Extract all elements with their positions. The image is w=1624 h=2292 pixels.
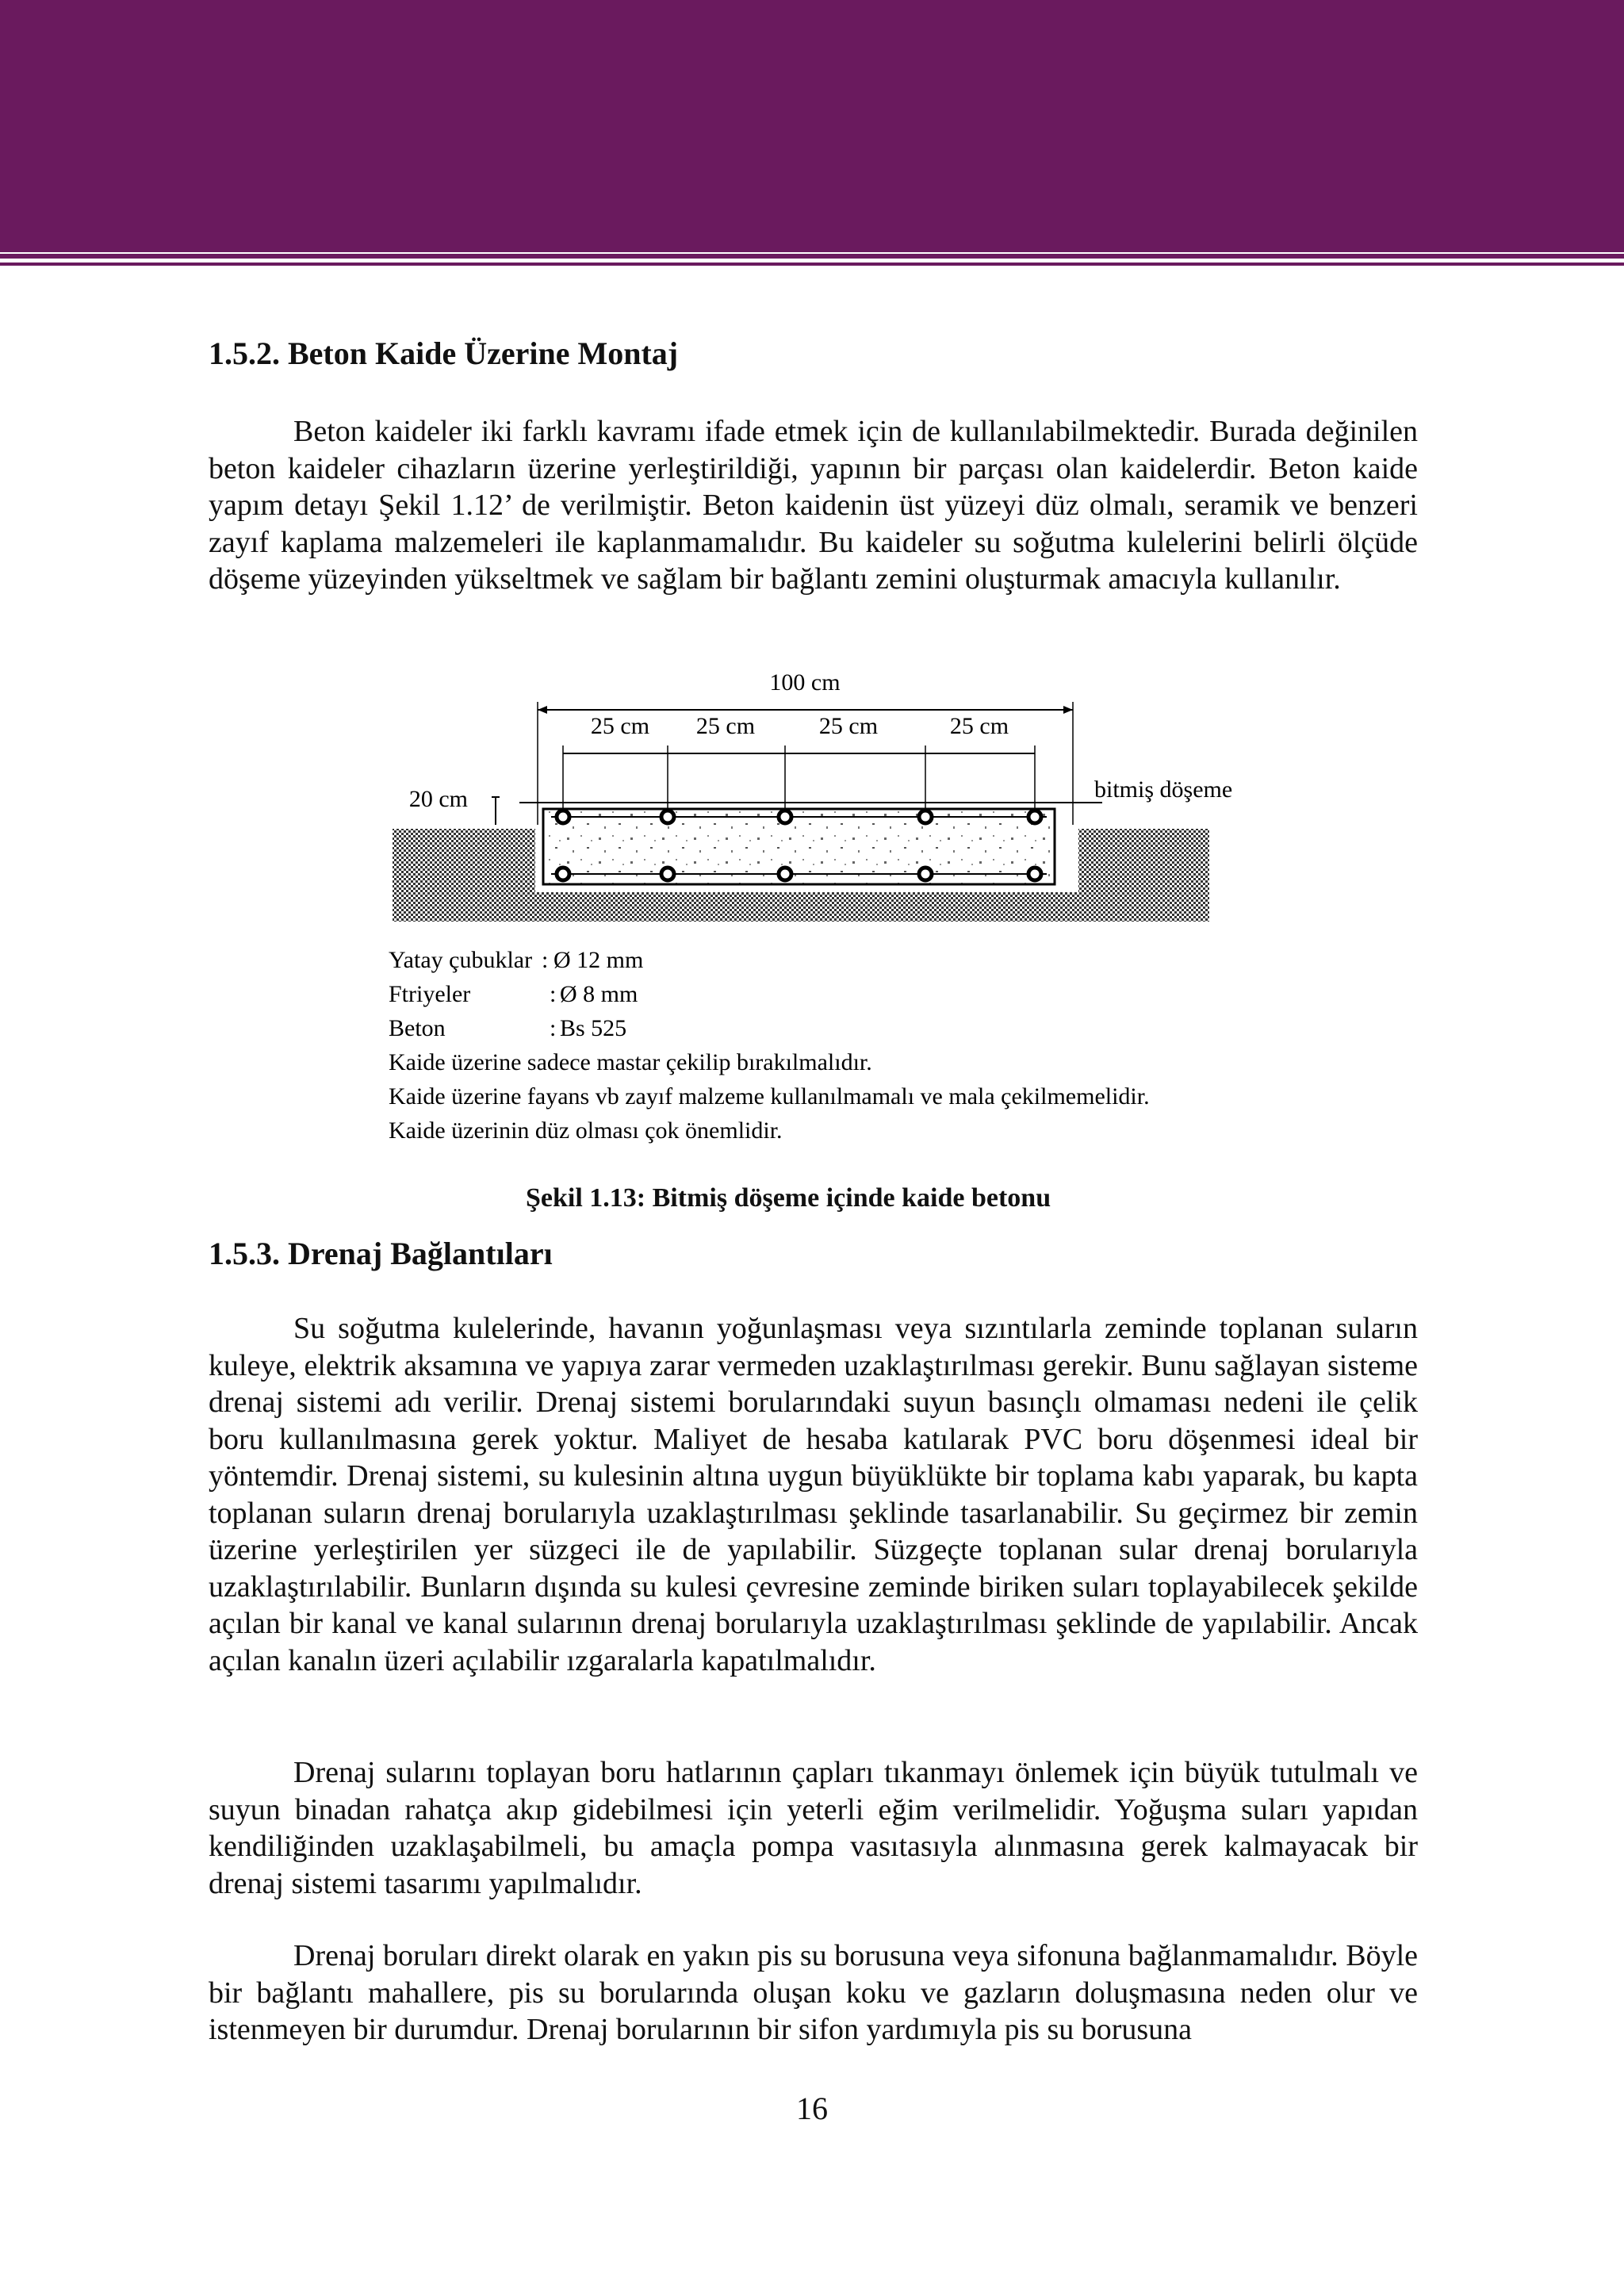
figure-note: Kaide üzerine sadece mastar çekilip bırakılmalıdır.	[389, 1049, 872, 1075]
rebar-top-1	[557, 811, 569, 823]
figure-note: Kaide üzerine fayans vb zayıf malzeme kullanılmamalı ve mala çekilmemelidir.	[389, 1083, 1150, 1110]
spec-sep: :	[550, 981, 557, 1007]
dim-segment-label: 25 cm	[695, 713, 756, 739]
rebar-bottom-5	[1028, 868, 1041, 880]
header-banner	[0, 0, 1624, 252]
dim-segment-label: 25 cm	[818, 713, 879, 739]
rebar-bottom-3	[779, 868, 791, 880]
spec-value: Ø 12 mm	[553, 947, 644, 973]
spec-label: Beton	[389, 1015, 446, 1041]
spec-value: Bs 525	[560, 1015, 627, 1041]
figure-caption: Şekil 1.13: Bitmiş döşeme içinde kaide betonu	[526, 1183, 1051, 1213]
section-2-paragraph-2: Drenaj sularını toplayan boru hatlarının çapları tıkanmayı önlemek için büyük tutulmalı ve suyun binadan rahatça akıp gidebilmesi için yeterli eğim verilmelidir. Yoğuşma suları yapıdan kendiliğinden uzaklaşabilmeli, bu amaçla pompa vasıtasıyla alınmasına gerek kalmayacak bir drenaj sistemi tasarımı yapılmalıdır.	[209, 1756, 1418, 1900]
header-rule-thin	[0, 263, 1624, 266]
rebar-top-3	[779, 811, 791, 823]
rebar-top-4	[919, 811, 932, 823]
rebar-bottom-2	[661, 868, 674, 880]
spec-value: Ø 8 mm	[560, 981, 638, 1007]
finished-floor-label: bitmiş döşeme	[1094, 776, 1233, 803]
section-2-paragraph-3: Drenaj boruları direkt olarak en yakın pis su borusuna veya sifonuna bağlanmamalıdır. Böyle bir bağlantı mahallere, pis su borularında oluşan koku ve gazların doluşmasına neden olur ve istenmeyen bir durumdur. Drenaj borularının bir sifon yardımıyla pis su borusuna	[209, 1939, 1418, 2046]
rebar-bottom-1	[557, 868, 569, 880]
section-2-paragraph-1: Su soğutma kulelerinde, havanın yoğunlaşması veya sızıntılarla zeminde toplanan suların kuleye, elektrik aksamına ve yapıya zarar vermeden uzaklaştırılması gerekir. Bunu sağlayan sisteme drenaj sistemi adı verilir. Drenaj sistemi borularındaki suyun basınçlı olmaması nedeni ile çelik boru kullanılmasına gerek yoktur. Maliyet de hesaba katılarak PVC boru döşenmesi ideal bir yöntemdir. Drenaj sistemi, su kulesinin altına uygun büyüklükte bir toplama kabı yaparak, bu kapta toplanan suların drenaj borularıyla uzaklaştırılması şeklinde tasarlanabilir. Su geçirmez bir zemin üzerine yerleştirilen yer süzgeci ile de yapılabilir. Süzgeçte toplanan sular drenaj borularıyla uzaklaştırılabilir. Bunların dışında su kulesi çevresine zeminde biriken suları toplayabilecek şekilde açılan bir kanal ve kanal sularının drenaj borularıyla uzaklaştırılması şeklinde de yapılabilir. Ancak açılan kanalın üzeri açılabilir ızgaralarla kapatılmalıdır.	[209, 1312, 1418, 1677]
spec-label: Yatay çubuklar	[389, 947, 533, 973]
rebar-bottom-4	[919, 868, 932, 880]
rebar-top-2	[661, 811, 674, 823]
spec-label: Ftriyeler	[389, 981, 471, 1007]
figure-note: Kaide üzerinin düz olması çok önemlidir.	[389, 1117, 783, 1144]
spec-sep: :	[550, 1015, 557, 1041]
spec-sep: :	[542, 947, 549, 973]
rebar-top-5	[1028, 811, 1041, 823]
section-title-1-5-3: 1.5.3. Drenaj Bağlantıları	[209, 1236, 553, 1271]
header-rule	[0, 254, 1624, 259]
dim-segment-label: 25 cm	[590, 713, 650, 739]
concrete-base	[543, 809, 1055, 884]
page-number: 16	[796, 2091, 828, 2126]
concrete-base-figure	[373, 666, 1269, 1158]
section-title-1-5-2: 1.5.2. Beton Kaide Üzerine Montaj	[209, 335, 679, 371]
dim-segment-label: 25 cm	[949, 713, 1009, 739]
dim-total-label: 100 cm	[769, 669, 841, 696]
section-1-paragraph: Beton kaideler iki farklı kavramı ifade etmek için de kullanılabilmektedir. Burada değinilen beton kaideler cihazların üzerine yerleştirildiği, yapının bir parçası olan kaidelerdir. Beton kaide yapım detayı Şekil 1.12’ de verilmiştir. Beton kaidenin üst yüzeyi düz olmalı, seramik ve benzeri zayıf kaplama malzemeleri ile kaplanmamalıdır. Bu kaideler su soğutma kulelerini belirli ölçüde döşeme yüzeyinden yükseltmek ve sağlam bir bağlantı zemini oluşturmak amacıyla kullanılır.	[209, 415, 1418, 596]
dim-height-label: 20 cm	[408, 786, 468, 812]
